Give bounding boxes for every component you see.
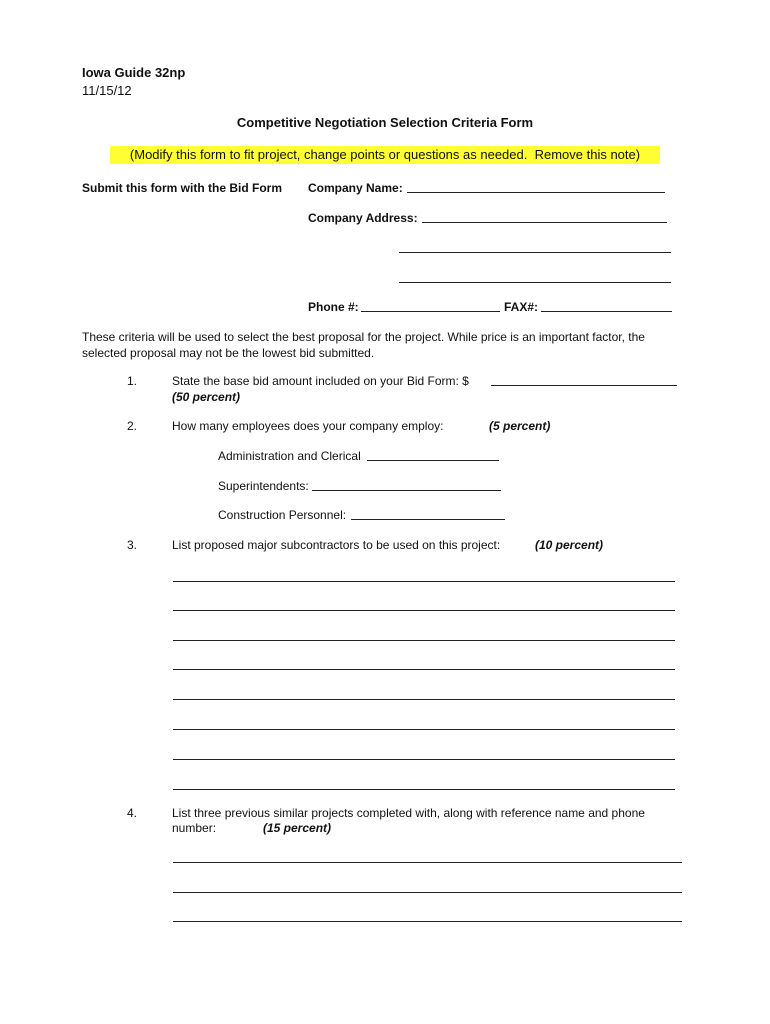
- question-3-text: List proposed major subcontractors to be used on this project:: [172, 538, 501, 552]
- question-4-number: 4.: [127, 806, 138, 820]
- question-1-weight: (50 percent): [172, 390, 241, 404]
- employees-construction-field[interactable]: [351, 519, 505, 520]
- subcontractor-line-7[interactable]: [173, 759, 675, 760]
- question-3-number: 3.: [127, 538, 138, 552]
- phone-label: Phone #:: [308, 300, 359, 314]
- question-2-weight: (5 percent): [489, 419, 551, 433]
- submit-instruction: Submit this form with the Bid Form: [82, 181, 282, 195]
- subcontractor-line-4[interactable]: [173, 669, 675, 670]
- previous-project-line-2[interactable]: [173, 892, 682, 893]
- modify-note: (Modify this form to fit project, change points or questions as needed. Remove this note): [110, 146, 660, 164]
- company-address-field-line-1[interactable]: [422, 222, 667, 223]
- employees-superintendents-field[interactable]: [312, 490, 501, 491]
- employees-admin-field[interactable]: [367, 460, 499, 461]
- question-3-weight: (10 percent): [535, 538, 604, 552]
- fax-label: FAX#:: [504, 300, 539, 314]
- employees-superintendents-label: Superintendents:: [218, 479, 309, 493]
- intro-paragraph: These criteria will be used to select the best proposal for the project. While price is an important factor, the selected proposal may not be the lowest bid submitted.: [82, 330, 645, 360]
- company-name-label: Company Name:: [308, 181, 403, 195]
- fax-field[interactable]: [541, 311, 672, 312]
- previous-project-line-3[interactable]: [173, 921, 682, 922]
- question-4-text-line-2: number:: [172, 821, 217, 835]
- subcontractor-line-3[interactable]: [173, 640, 675, 641]
- document-id: Iowa Guide 32np: [82, 65, 186, 80]
- subcontractor-line-8[interactable]: [173, 789, 675, 790]
- subcontractor-line-5[interactable]: [173, 699, 675, 700]
- question-1-text: State the base bid amount included on your Bid Form: $: [172, 374, 469, 388]
- base-bid-amount-field[interactable]: [491, 385, 677, 386]
- form-title: Competitive Negotiation Selection Criteria Form: [236, 115, 534, 130]
- employees-admin-label: Administration and Clerical: [218, 449, 361, 463]
- question-2-text: How many employees does your company employ:: [172, 419, 444, 433]
- question-1-number: 1.: [127, 374, 138, 388]
- phone-field[interactable]: [361, 311, 500, 312]
- question-4-weight: (15 percent): [263, 821, 332, 835]
- question-2-number: 2.: [127, 419, 138, 433]
- company-address-field-line-2[interactable]: [399, 252, 671, 253]
- question-4-text-line-1: List three previous similar projects completed with, along with reference name and phone: [172, 806, 645, 820]
- company-address-label: Company Address:: [308, 211, 418, 225]
- subcontractor-line-2[interactable]: [173, 610, 675, 611]
- previous-project-line-1[interactable]: [173, 862, 682, 863]
- employees-construction-label: Construction Personnel:: [218, 508, 347, 522]
- company-address-field-line-3[interactable]: [399, 282, 671, 283]
- document-date: 11/15/12: [82, 83, 132, 98]
- subcontractor-line-1[interactable]: [173, 581, 675, 582]
- company-name-field[interactable]: [407, 192, 665, 193]
- subcontractor-line-6[interactable]: [173, 729, 675, 730]
